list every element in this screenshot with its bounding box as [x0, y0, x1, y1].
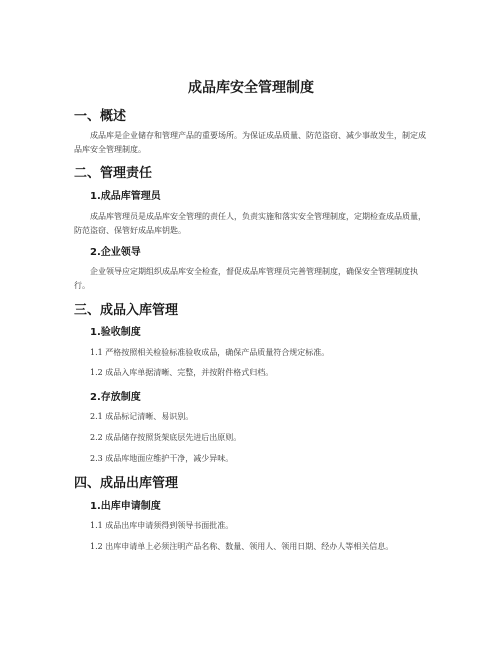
subsection-heading-acceptance: 1.验收制度	[90, 327, 141, 338]
section-heading-overview: 一、概述	[74, 109, 127, 124]
section-paragraph-overview: 成品库是企业储存和管理产品的重要场所。为保证成品质量、防范盗窃、减少事故发生，制定成品库安全管理制度。	[74, 131, 426, 154]
list-item: 2.3 成品库地面应维护干净，减少异味。	[90, 454, 234, 463]
section-heading-responsibility: 二、管理责任	[74, 166, 153, 181]
list-item: 1.1 成品出库申请须得到领导书面批准。	[90, 521, 234, 530]
subsection-heading-warehouse-manager: 1.成品库管理员	[90, 191, 161, 202]
list-item: 2.2 成品储存按照货架底层先进后出原则。	[90, 433, 242, 442]
list-item: 1.2 出库申请单上必须注明产品名称、数量、领用人、领用日期、经办人等相关信息。	[90, 542, 394, 551]
list-item: 1.1 严格按照相关检验标准验收成品，确保产品质量符合规定标准。	[90, 348, 330, 357]
document-title: 成品库安全管理制度	[188, 80, 314, 96]
subsection-paragraph-leadership: 企业领导应定期组织成品库安全检查，督促成品库管理员完善管理制度，确保安全管理制度执行。	[74, 267, 418, 290]
list-item: 2.1 成品标记清晰、易识别。	[90, 412, 194, 421]
subsection-paragraph-warehouse-manager: 成品库管理员是成品库安全管理的责任人，负责实施和落实安全管理制度，定期检查成品质量，防范盗窃、保管好成品库钥匙。	[74, 212, 426, 235]
subsection-heading-outbound-request: 1.出库申请制度	[90, 501, 161, 512]
subsection-heading-storage: 2.存放制度	[90, 392, 141, 403]
section-heading-inbound: 三、成品入库管理	[74, 303, 179, 318]
section-heading-outbound: 四、成品出库管理	[74, 476, 179, 491]
subsection-heading-leadership: 2.企业领导	[90, 247, 141, 258]
list-item: 1.2 成品入库单据清晰、完整，并按附件格式归档。	[90, 368, 274, 377]
